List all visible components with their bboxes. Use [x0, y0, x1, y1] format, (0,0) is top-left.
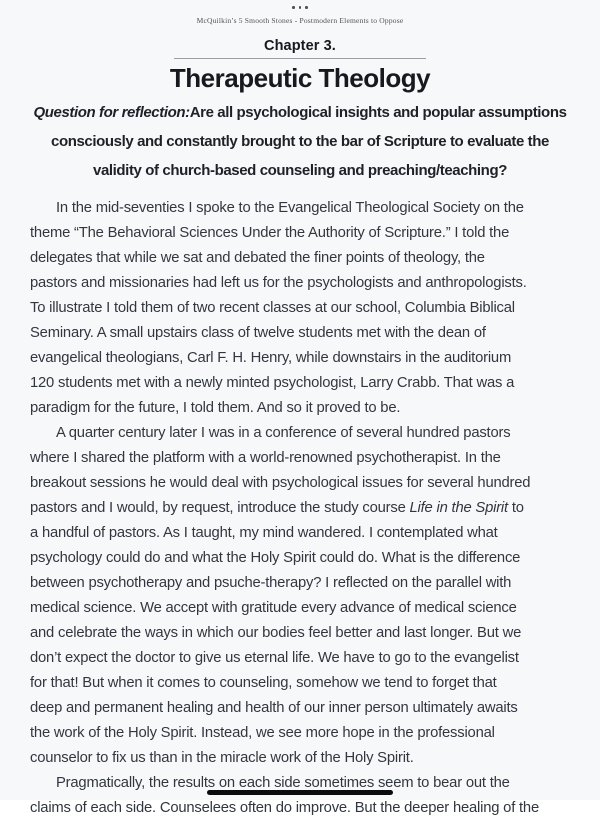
text-line: [30, 721, 570, 746]
text-line: [30, 321, 570, 346]
ellipsis-dot-icon: [305, 6, 308, 9]
home-indicator-bar[interactable]: [207, 790, 393, 795]
text-line: [30, 796, 570, 821]
chapter-divider: [174, 58, 426, 59]
body-text: [0, 196, 600, 821]
text-line: [0, 98, 600, 127]
text-segment: psychology could do and what the Holy Spirit could do. What is the difference: [30, 549, 521, 566]
text-line: [30, 296, 570, 321]
paragraph: [30, 421, 570, 771]
text-line: [30, 496, 570, 521]
reflection-question: [0, 98, 600, 185]
text-segment: to: [507, 499, 524, 516]
text-segment: 120 students met with a newly minted psychologist, Larry Crabb. That was a: [30, 374, 515, 391]
text-line: [30, 646, 570, 671]
text-line: [30, 546, 570, 571]
text-line: [30, 596, 570, 621]
text-line: [30, 196, 570, 221]
text-segment: validity of church-based counseling and preaching/teaching?: [93, 161, 507, 179]
text-segment: Pragmatically, the results on each side sometimes seem to bear out the: [56, 774, 510, 791]
text-line: [30, 271, 570, 296]
italic-text-segment: Life in the Spirit: [409, 499, 508, 516]
text-line: [30, 221, 570, 246]
text-segment: A quarter century later I was in a conference of several hundred pastors: [56, 424, 511, 441]
text-segment: evangelical theologians, Carl F. H. Henry, while downstairs in the auditorium: [30, 349, 512, 366]
book-title: McQuilkin’s 5 Smooth Stones - Postmodern Elements to Oppose: [196, 15, 404, 25]
text-line: [30, 446, 570, 471]
text-line: [30, 396, 570, 421]
text-line: [30, 621, 570, 646]
reader-header: [0, 0, 600, 25]
text-segment: between psychotherapy and psuche-therapy? I reflected on the parallel with: [30, 574, 512, 591]
text-segment: don’t expect the doctor to give us eternal life. We have to go to the evangelist: [30, 649, 519, 666]
text-segment: pastors and I would, by request, introduce the study course: [30, 499, 410, 516]
text-segment: medical science. We accept with gratitude every advance of medical science: [30, 599, 517, 616]
chapter-page: [0, 38, 600, 821]
text-segment: delegates that while we sat and debated the finer points of theology, the: [30, 249, 485, 266]
italic-text-segment: Question for reflection:: [33, 103, 190, 121]
text-segment: claims of each side. Counselees often do improve. But the deeper healing of the: [30, 799, 539, 816]
text-line: [30, 696, 570, 721]
text-line: [30, 346, 570, 371]
text-segment: a handful of pastors. As I taught, my mind wandered. I contemplated what: [30, 524, 498, 541]
text-segment: paradigm for the future, I told them. And so it proved to be.: [30, 399, 401, 416]
text-segment: where I shared the platform with a world-renowned psychotherapist. In the: [30, 449, 501, 466]
text-segment: for that! But when it comes to counseling, somehow we tend to forget that: [30, 674, 497, 691]
text-line: [30, 571, 570, 596]
paragraph: [30, 771, 570, 821]
text-segment: the work of the Holy Spirit. Instead, we see more hope in the professional: [30, 724, 495, 741]
chapter-label: Chapter 3.: [264, 37, 336, 54]
chapter-title: Therapeutic Theology: [169, 62, 431, 93]
text-line: [0, 156, 600, 185]
text-segment: consciously and constantly brought to the bar of Scripture to evaluate the: [51, 132, 549, 150]
text-segment: Are all psychological insights and popular assumptions: [189, 103, 567, 121]
ellipsis-dot-icon: [299, 6, 302, 9]
text-segment: counselor to fix us than in the miracle work of the Holy Spirit.: [30, 749, 414, 766]
text-line: [30, 471, 570, 496]
text-segment: To illustrate I told them of two recent classes at our school, Columbia Biblical: [30, 299, 515, 316]
text-line: [30, 421, 570, 446]
text-segment: theme “The Behavioral Sciences Under the Authority of Scripture.” I told the: [30, 224, 510, 241]
menu-ellipsis-button[interactable]: [0, 0, 600, 10]
paragraph: [30, 196, 570, 421]
text-line: [30, 521, 570, 546]
text-segment: pastors and missionaries had left us for the psychologists and anthropologists.: [30, 274, 527, 291]
text-line: [30, 371, 570, 396]
text-segment: deep and permanent healing and health of our inner person ultimately awaits: [30, 699, 518, 716]
text-segment: In the mid-seventies I spoke to the Evangelical Theological Society on the: [56, 199, 524, 216]
text-segment: Seminary. A small upstairs class of twelve students met with the dean of: [30, 324, 486, 341]
text-line: [0, 127, 600, 156]
ellipsis-dot-icon: [292, 6, 295, 9]
text-line: [30, 671, 570, 696]
text-segment: breakout sessions he would deal with psychological issues for several hundred: [30, 474, 531, 491]
text-line: [30, 246, 570, 271]
text-line: [30, 746, 570, 771]
text-segment: and celebrate the ways in which our bodies feel better and last longer. But we: [30, 624, 522, 641]
